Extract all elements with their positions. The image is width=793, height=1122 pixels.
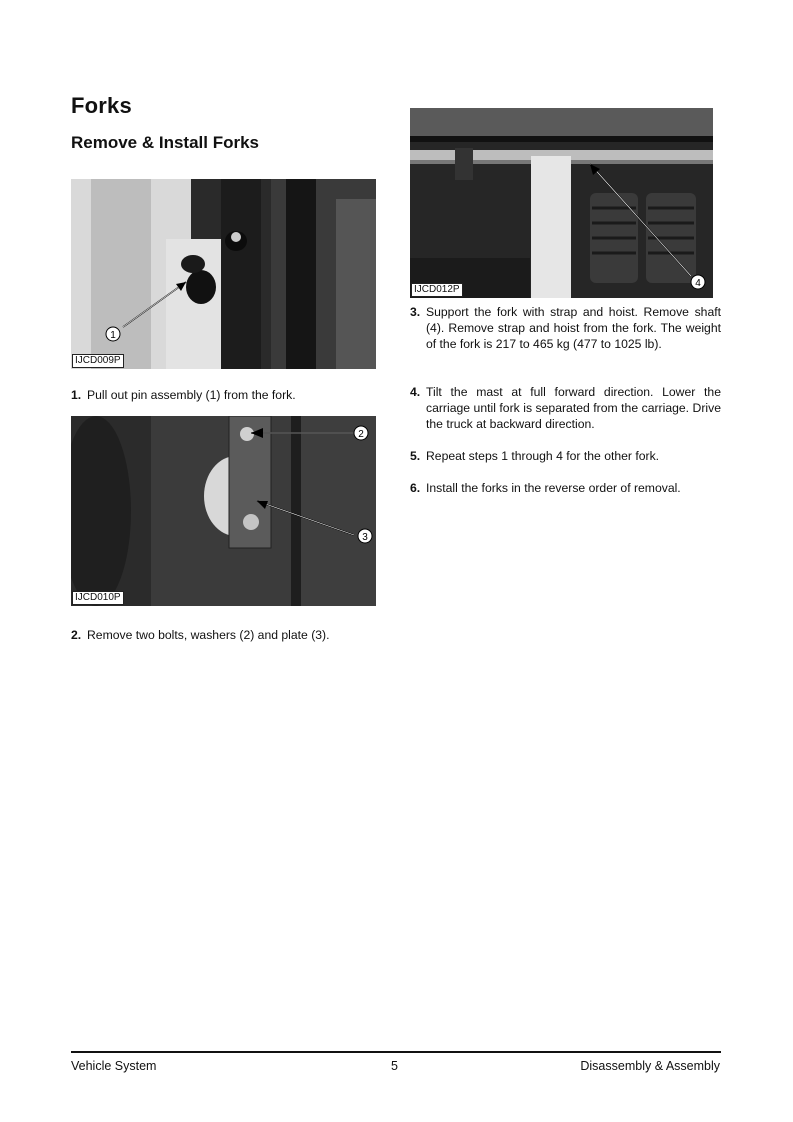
step-6: 6. Install the forks in the reverse order of removal. xyxy=(410,481,681,495)
step-4: 4. Tilt the mast at full forward direction. Lower the carriage until fork is separated from the carriage. Drive the truck at backward direction. xyxy=(410,385,721,431)
figure-id: IJCD010P xyxy=(72,591,124,605)
figure-id: IJCD009P xyxy=(72,354,124,368)
photo-bolts-plate xyxy=(71,416,376,606)
figure-id: IJCD012P xyxy=(411,283,463,297)
callout-2: 2 xyxy=(358,429,364,440)
footer-right: Disassembly & Assembly xyxy=(580,1059,720,1073)
callout-3: 3 xyxy=(362,532,368,543)
step-1: 1. Pull out pin assembly (1) from the fork. xyxy=(71,388,296,402)
footer-left: Vehicle System xyxy=(71,1059,157,1073)
footer-divider xyxy=(71,1051,721,1053)
photo-pin-assembly xyxy=(71,179,376,369)
step-2: 2. Remove two bolts, washers (2) and plate (3). xyxy=(71,628,330,642)
figure-bolts-plate xyxy=(71,416,376,606)
page-number: 5 xyxy=(391,1059,398,1073)
callout-1: 1 xyxy=(110,330,116,341)
section-title: Remove & Install Forks xyxy=(71,133,260,152)
figure-pin-assembly xyxy=(71,179,376,369)
page-title: Forks xyxy=(71,93,132,118)
figure-fork-shaft xyxy=(410,108,713,298)
callout-4: 4 xyxy=(695,278,701,289)
step-3: 3. Support the fork with strap and hoist. Remove shaft (4). Remove strap and hoist from the fork. The weight of the fork is 217 to 465 kg (477 to 1025 lb). xyxy=(410,305,721,351)
photo-fork-shaft xyxy=(410,108,713,298)
step-5: 5. Repeat steps 1 through 4 for the other fork. xyxy=(410,449,660,463)
